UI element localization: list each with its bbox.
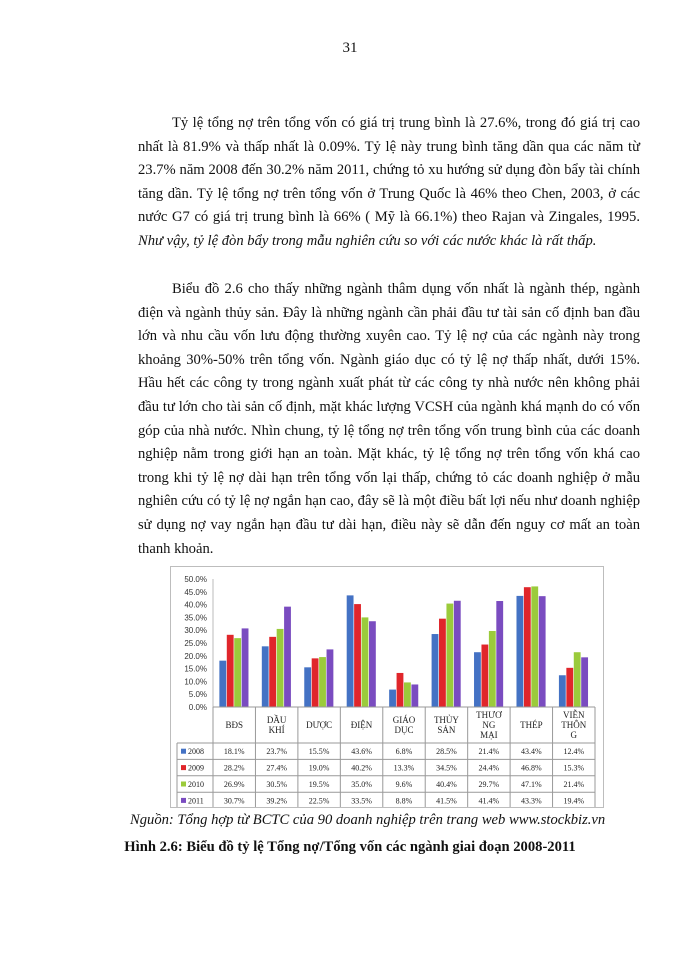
page-number: 31 — [342, 40, 358, 56]
bar — [411, 684, 418, 707]
bar — [312, 658, 319, 707]
bar — [397, 673, 404, 707]
bar — [362, 617, 369, 707]
legend-swatch — [181, 765, 186, 770]
data-label: 8.8% — [395, 796, 413, 806]
data-label: 21.4% — [478, 747, 500, 757]
bar — [404, 682, 411, 707]
data-label: 19.4% — [563, 796, 585, 806]
para2-line: cao trong khi tỷ lệ nợ dài hạn trên tổng vốn lại thấp, chứng tỏ các doanh nghiệp ở — [138, 446, 640, 486]
bar — [284, 607, 291, 707]
data-label: 41.4% — [478, 796, 500, 806]
category-label: SẢN — [437, 725, 456, 735]
data-label: 35.0% — [351, 780, 372, 789]
data-label: 18.1% — [223, 747, 245, 757]
para1-italic-line: Như vậy, tỷ lệ đòn bẩy trong mẫu nghiên cứu so với các nước khác là rất — [138, 232, 564, 249]
category-label: THÉP — [520, 720, 543, 730]
data-label: 15.5% — [308, 747, 330, 757]
data-label: 24.4% — [478, 763, 500, 773]
bar — [432, 634, 439, 707]
data-label: 21.4% — [563, 780, 585, 789]
para2-line: nghiệp sử dụng nợ vay ngắn hạn đầu tư dài hạn, điều này sẽ dẫn đến nguy cơ mất an — [138, 493, 640, 533]
data-label: 27.4% — [266, 763, 288, 773]
y-tick-label: 45.0% — [184, 587, 207, 597]
category-label: GIÁO — [392, 715, 416, 725]
category-label: THÔN — [561, 720, 587, 730]
y-tick-label: 20.0% — [184, 651, 207, 661]
legend-label: 2008 — [188, 747, 204, 757]
para2-line: vốn góp của nhà nước. Nhìn chung, tỷ lệ tổng nợ trên tổng vốn trung bình của các — [138, 398, 640, 439]
y-tick-label: 40.0% — [184, 600, 207, 610]
category-label: G — [570, 730, 578, 740]
bar — [269, 637, 276, 707]
y-tick-label: 15.0% — [184, 664, 207, 674]
bar — [304, 667, 311, 707]
category-label: VIỄN — [563, 710, 585, 720]
para1-line: 1995. — [607, 209, 640, 226]
y-tick-label: 10.0% — [184, 677, 207, 687]
bar — [354, 604, 361, 707]
legend-label: 2009 — [188, 763, 204, 773]
data-label: 9.6% — [395, 780, 413, 789]
category-label: NG — [482, 720, 496, 730]
bar — [347, 595, 354, 707]
bar — [539, 596, 546, 707]
para1-line: Tỷ lệ tổng nợ trên tổng vốn có giá trị trung bình là 27.6%, trong đó giá trị — [172, 115, 616, 131]
category-label: THƯƠ — [476, 710, 502, 720]
bar — [219, 661, 226, 707]
legend-swatch — [181, 749, 186, 754]
data-label: 30.7% — [223, 796, 245, 806]
bar — [524, 587, 531, 707]
category-label: BĐS — [225, 720, 243, 730]
bar — [234, 638, 241, 707]
data-label: 6.8% — [395, 747, 413, 757]
category-label: DƯỢC — [306, 720, 333, 730]
data-label: 19.0% — [308, 763, 330, 773]
bar — [454, 601, 461, 707]
data-label: 13.3% — [393, 763, 415, 773]
paragraph-2 — [138, 278, 640, 561]
legend-label: 2011 — [188, 796, 204, 806]
category-label: THỦY — [433, 715, 459, 725]
bar — [227, 635, 234, 707]
data-label: 47.1% — [520, 780, 542, 789]
data-label: 19.5% — [308, 780, 330, 789]
y-tick-label: 0.0% — [188, 703, 207, 712]
chart-canvas — [171, 567, 603, 807]
bar — [489, 631, 496, 707]
bar — [439, 619, 446, 707]
data-label: 43.3% — [520, 796, 542, 806]
category-label: ĐIỆN — [350, 720, 373, 730]
para2-line: mẫu nghiên cứu có tỷ lệ nợ ngắn hạn cao, đây sẽ là một điều bất lợi nếu như doanh — [138, 469, 640, 510]
data-label: 43.4% — [520, 747, 542, 757]
y-tick-label: 35.0% — [184, 613, 207, 623]
bar — [277, 629, 284, 707]
para2-line: toàn thanh khoản. — [138, 516, 640, 557]
bar — [574, 652, 581, 707]
bar — [446, 604, 453, 707]
bar — [581, 657, 588, 707]
legend-swatch — [181, 798, 186, 803]
bar — [531, 586, 538, 707]
bar — [566, 668, 573, 707]
para2-line: khoảng 30%-50% trên tổng vốn. Ngành giáo dục có tỷ lệ nợ thấp nhất, dưới 15%. — [138, 351, 640, 368]
y-tick-label: 30.0% — [184, 626, 207, 636]
legend-swatch — [181, 782, 186, 787]
bar — [319, 657, 326, 707]
y-tick-label: 25.0% — [184, 639, 207, 648]
para2-line: doanh nghiệp nằm trong giới hạn an toàn. Mặt khác, tỷ lệ tổng nợ trên tổng vốn khá — [138, 422, 640, 463]
data-label: 46.8% — [520, 763, 542, 773]
bar — [559, 675, 566, 707]
data-label: 28.5% — [436, 747, 457, 757]
para1-line: chính tăng dần. Tỷ lệ tổng nợ trên tổng vốn ở Trung Quốc là 46% theo Chen, 2003, — [138, 162, 640, 202]
bar — [369, 621, 376, 707]
category-label: DỤC — [394, 725, 414, 735]
data-label: 34.5% — [436, 763, 457, 773]
bar — [516, 596, 523, 707]
data-label: 40.2% — [351, 763, 372, 773]
category-label: MẠI — [480, 730, 498, 740]
bar — [496, 601, 503, 707]
data-label: 29.7% — [478, 780, 500, 789]
data-label: 41.5% — [436, 796, 457, 806]
para2-line: lớn và nhu cầu vốn lưu động thường xuyên cao. Tỷ lệ nợ của các ngành này trong — [138, 328, 640, 345]
para2-line: Hầu hết các công ty trong ngành xuất phát từ các công ty nhà nước nên không phải — [138, 375, 640, 392]
bar — [242, 628, 249, 707]
para1-line: cao nhất là 81.9% và thấp nhất là 0.09%. Tỷ lệ này trung bình tăng dần qua các năm — [138, 115, 640, 155]
figure-caption: Hình 2.6: Biểu đồ tỷ lệ Tổng nợ/Tổng vốn các ngành giai đoạn 2008-2011 — [124, 839, 576, 855]
data-label: 26.9% — [223, 780, 245, 789]
para2-line: điện và ngành thủy sản. Đây là những ngành cần phải đầu tư tài sản cố định ban đầu — [138, 304, 640, 321]
para1-line: từ 23.7% năm 2008 đến 30.2% năm 2011, chứng tỏ xu hướng sử dụng đòn bẩy tài — [138, 138, 640, 179]
data-label: 15.3% — [563, 763, 585, 773]
para1-line: ở các nước G7 có giá trị trung bình là 66% ( Mỹ là 66.1%) theo Rajan và Zingales, — [138, 185, 640, 226]
data-label: 28.2% — [223, 763, 245, 773]
data-label: 43.6% — [351, 747, 372, 757]
data-label: 40.4% — [436, 780, 457, 789]
para1-italic-line: thấp. — [566, 232, 597, 249]
para2-line: Biểu đồ 2.6 cho thấy những ngành thâm dụng vốn nhất là ngành thép, ngành — [172, 281, 640, 297]
bar — [474, 652, 481, 707]
bar — [327, 649, 334, 707]
bar — [481, 645, 488, 707]
source-note: Nguồn: Tổng hợp từ BCTC của 90 doanh nghiệp trên trang web www.stockbiz.vn — [130, 812, 606, 828]
data-label: 30.5% — [266, 780, 288, 789]
industry-debt-ratio-chart — [170, 566, 604, 808]
data-label: 12.4% — [563, 747, 585, 757]
para2-line: đầu tư lớn cho tài sản cố định, mặt khác lượng VCSH của ngành khá mạnh do có — [138, 398, 615, 415]
category-label: DẦU — [266, 715, 287, 725]
bar — [389, 690, 396, 707]
y-tick-label: 5.0% — [188, 690, 207, 700]
bar — [262, 646, 269, 707]
legend-label: 2010 — [188, 780, 204, 789]
data-label: 33.5% — [351, 796, 372, 806]
y-tick-label: 50.0% — [184, 575, 207, 584]
data-label: 23.7% — [266, 747, 288, 757]
category-label: KHÍ — [268, 725, 285, 735]
data-label: 22.5% — [308, 796, 330, 806]
data-label: 39.2% — [266, 796, 288, 806]
paragraph-1 — [138, 112, 640, 254]
